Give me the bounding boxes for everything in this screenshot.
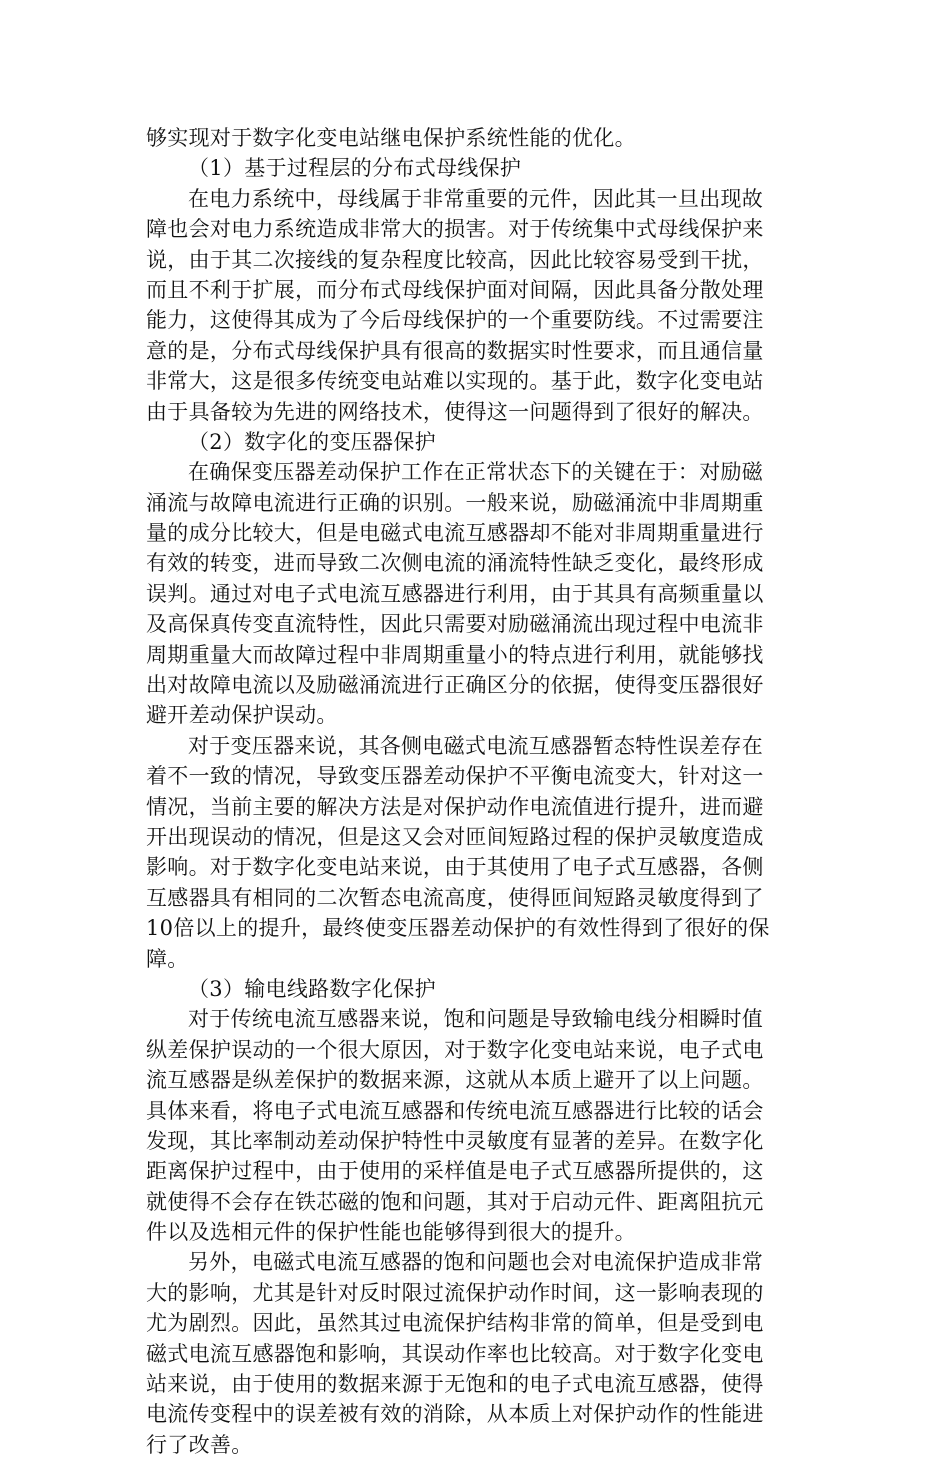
paragraph-transformer-2 bbox=[146, 731, 806, 974]
text-line: 就使得不会存在铁芯磁的饱和问题，其对于启动元件、距离阻抗元 bbox=[146, 1189, 764, 1214]
heading-2 bbox=[146, 427, 806, 457]
text-line: 磁式电流互感器饱和影响，其误动作率也比较高。对于数字化变电 bbox=[146, 1341, 764, 1366]
text-line: 另外，电磁式电流互感器的饱和问题也会对电流保护造成非常 bbox=[188, 1250, 764, 1275]
text-line: 对于变压器来说，其各侧电磁式电流互感器暂态特性误差存在 bbox=[188, 733, 764, 758]
text-line: 站来说，由于使用的数据来源于无饱和的电子式电流互感器，使得 bbox=[146, 1372, 764, 1397]
text-line: 在电力系统中，母线属于非常重要的元件，因此其一旦出现故 bbox=[188, 186, 764, 211]
text-line: 意的是，分布式母线保护具有很高的数据实时性要求，而且通信量 bbox=[146, 338, 764, 363]
text-line: 影响。对于数字化变电站来说，由于其使用了电子式互感器，各侧 bbox=[146, 855, 764, 880]
text-line: 涌流与故障电流进行正确的识别。一般来说，励磁涌流中非周期重 bbox=[146, 490, 764, 515]
paragraph-transformer-1 bbox=[146, 457, 806, 731]
text-line: 及高保真传变直流特性，因此只需要对励磁涌流出现过程中电流非 bbox=[146, 612, 764, 637]
text-line: 流互感器是纵差保护的数据来源，这就从本质上避开了以上问题。 bbox=[146, 1068, 764, 1093]
text-line: 情况，当前主要的解决方法是对保护动作电流值进行提升，进而避 bbox=[146, 794, 764, 819]
text-line: 避开差动保护误动。 bbox=[146, 703, 338, 728]
text-line: 着不一致的情况，导致变压器差动保护不平衡电流变大，针对这一 bbox=[146, 764, 764, 789]
text-line: 量的成分比较大，但是电磁式电流互感器却不能对非周期重量进行 bbox=[146, 521, 764, 546]
text-line: 尤为剧烈。因此，虽然其过电流保护结构非常的简单，但是受到电 bbox=[146, 1311, 764, 1336]
text-line: 够实现对于数字化变电站继电保护系统性能的优化。 bbox=[146, 126, 636, 150]
text-line: 10倍以上的提升，最终使变压器差动保护的有效性得到了很好的保 bbox=[146, 916, 770, 941]
text-line: 非常大，这是很多传统变电站难以实现的。基于此，数字化变电站 bbox=[146, 369, 764, 394]
text-line: 大的影响，尤其是针对反时限过流保护动作时间，这一影响表现的 bbox=[146, 1280, 764, 1305]
text-line: 电流传变程中的误差被有效的消除，从本质上对保护动作的性能进 bbox=[146, 1402, 764, 1427]
text-line: 而且不利于扩展，而分布式母线保护面对间隔，因此具备分散处理 bbox=[146, 277, 764, 302]
text-line: 行了改善。 bbox=[146, 1432, 253, 1457]
text-line: 具体来看，将电子式电流互感器和传统电流互感器进行比较的话会 bbox=[146, 1098, 764, 1123]
text-line: 距离保护过程中，由于使用的采样值是电子式互感器所提供的，这 bbox=[146, 1159, 764, 1184]
section-heading-text: （2）数字化的变压器保护 bbox=[188, 429, 436, 454]
paragraph-line-2 bbox=[146, 1247, 806, 1460]
text-line: 说，由于其二次接线的复杂程度比较高，因此比较容易受到干扰， bbox=[146, 247, 764, 272]
paragraph-line-1 bbox=[146, 1004, 806, 1247]
text-line: 误判。通过对电子式电流互感器进行利用，由于其具有高频重量以 bbox=[146, 581, 764, 606]
text-line: 出对故障电流以及励磁涌流进行正确区分的依据，使得变压器很好 bbox=[146, 673, 764, 698]
text-line: 障也会对电力系统造成非常大的损害。对于传统集中式母线保护来 bbox=[146, 217, 764, 242]
text-line: 由于具备较为先进的网络技术，使得这一问题得到了很好的解决。 bbox=[146, 399, 764, 424]
heading-1 bbox=[146, 153, 806, 183]
text-line: 能力，这使得其成为了今后母线保护的一个重要防线。不过需要注 bbox=[146, 308, 764, 333]
text-line: 有效的转变，进而导致二次侧电流的涌流特性缺乏变化，最终形成 bbox=[146, 551, 764, 576]
section-heading-text: （3）输电线路数字化保护 bbox=[188, 976, 436, 1001]
text-line: 障。 bbox=[146, 946, 189, 971]
text-line: 开出现误动的情况，但是这又会对匝间短路过程的保护灵敏度造成 bbox=[146, 824, 764, 849]
text-line: 互感器具有相同的二次暂态电流高度，使得匝间短路灵敏度得到了 bbox=[146, 885, 764, 910]
paragraph-intro-tail bbox=[146, 123, 806, 153]
text-line: 件以及选相元件的保护性能也能够得到很大的提升。 bbox=[146, 1220, 636, 1245]
text-line: 发现，其比率制动差动保护特性中灵敏度有显著的差异。在数字化 bbox=[146, 1128, 764, 1153]
heading-3 bbox=[146, 974, 806, 1004]
text-line: 纵差保护误动的一个很大原因，对于数字化变电站来说，电子式电 bbox=[146, 1037, 764, 1062]
section-heading-text: （1）基于过程层的分布式母线保护 bbox=[188, 156, 522, 181]
text-line: 对于传统电流互感器来说，饱和问题是导致输电线分相瞬时值 bbox=[188, 1007, 764, 1032]
text-line: 周期重量大而故障过程中非周期重量小的特点进行利用，就能够找 bbox=[146, 642, 764, 667]
paragraph-busbar bbox=[146, 184, 806, 427]
text-line: 在确保变压器差动保护工作在正常状态下的关键在于：对励磁 bbox=[188, 460, 764, 485]
document-body bbox=[146, 123, 806, 1460]
